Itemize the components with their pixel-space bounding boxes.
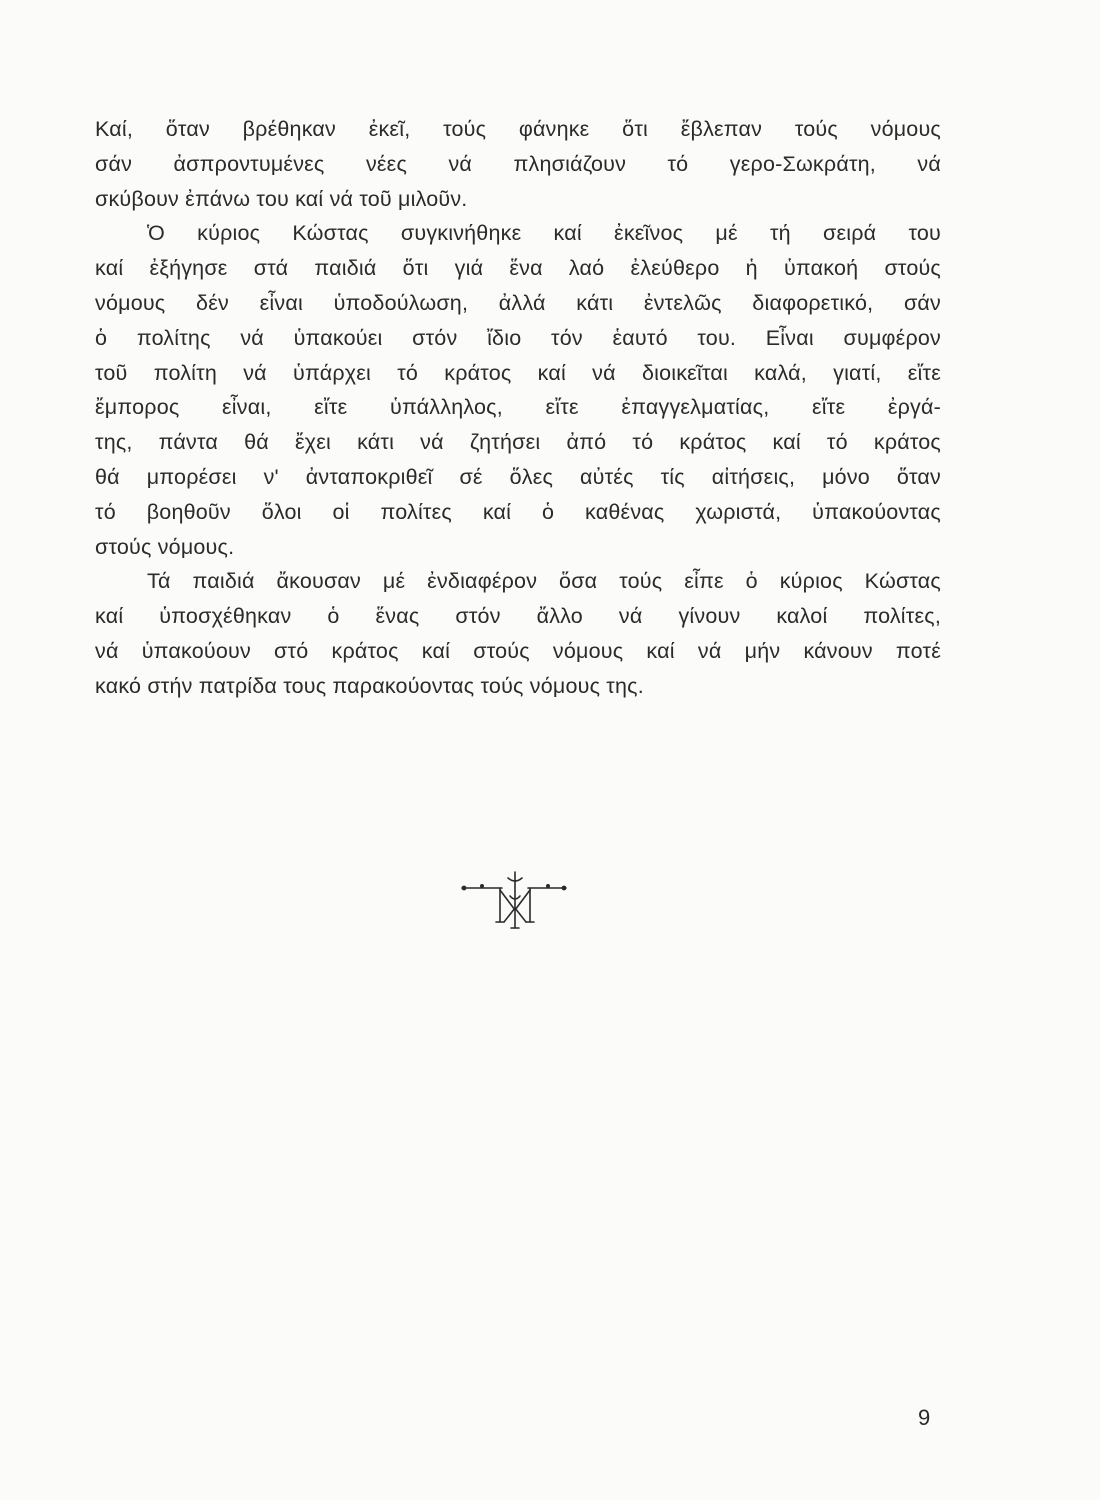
text-line: τοῦ πολίτη νά ὑπάρχει τό κράτος καί νά διοικεῖται καλά, γιατί, εἴτε (95, 360, 941, 385)
text-line: ἔμπορος εἶναι, εἴτε ὑπάλληλος, εἴτε ἐπαγγελματίας, εἴτε ἐργά- (95, 395, 941, 420)
text-line: σάν ἀσπροντυμένες νέες νά πλησιάζουν τό γερο-Σωκράτη, νά (95, 151, 941, 176)
text-line: νά ὑπακούουν στό κράτος καί στούς νόμους καί νά μήν κάνουν ποτέ (95, 638, 941, 663)
text-line: καί ὑποσχέθηκαν ὁ ἕνας στόν ἄλλο νά γίνουν καλοί πολίτες, (95, 604, 941, 629)
text-line: καί ἐξήγησε στά παιδιά ὅτι γιά ἕνα λαό ἐλεύθερο ἡ ὑπακοή στούς (95, 256, 941, 281)
page-number: 9 (918, 1405, 931, 1430)
text-line: κακό στήν πατρίδα τους παρακούοντας τούς νόμους της. (95, 673, 644, 698)
text-line: νόμους δέν εἶναι ὑποδούλωση, ἀλλά κάτι ἐντελῶς διαφορετικό, σάν (95, 290, 941, 315)
text-line: τό βοηθοῦν ὅλοι οἱ πολίτες καί ὁ καθένας χωριστά, ὑπακούοντας (95, 499, 941, 524)
text-line: της, πάντα θά ἔχει κάτι νά ζητήσει ἀπό τό κράτος καί τό κράτος (95, 430, 941, 455)
body-text (95, 112, 941, 704)
paragraph-1 (95, 112, 941, 216)
fleuron-ornament-icon (460, 868, 570, 934)
text-line: θά μπορέσει ν' ἀνταποκριθεῖ σέ ὅλες αὐτές τίς αἰτήσεις, μόνο ὅταν (95, 464, 941, 489)
paragraph-2 (95, 216, 941, 564)
text-line: σκύβουν ἐπάνω του καί νά τοῦ μιλοῦν. (95, 186, 468, 211)
text-line: Ὁ κύριος Κώστας συγκινήθηκε καί ἐκεῖνος μέ τή σειρά του (147, 221, 941, 246)
text-line: Καί, ὅταν βρέθηκαν ἐκεῖ, τούς φάνηκε ὅτι ἔβλεπαν τούς νόμους (95, 117, 941, 141)
paragraph-3 (95, 564, 941, 703)
text-line: Τά παιδιά ἄκουσαν μέ ἐνδιαφέρον ὅσα τούς εἶπε ὁ κύριος Κώστας (147, 569, 941, 594)
text-line: ὁ πολίτης νά ὑπακούει στόν ἴδιο τόν ἑαυτό του. Εἶναι συμφέρον (95, 325, 941, 350)
text-line: στούς νόμους. (95, 534, 235, 559)
